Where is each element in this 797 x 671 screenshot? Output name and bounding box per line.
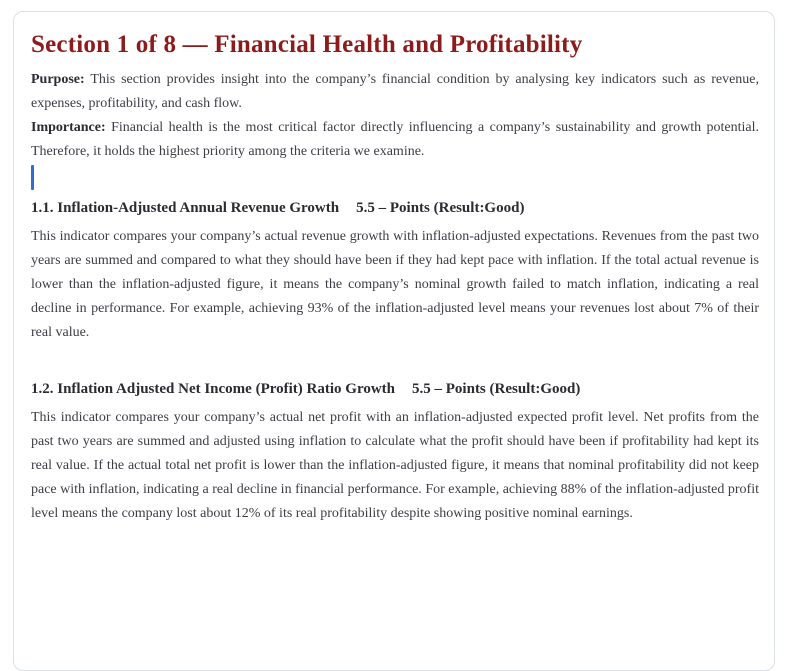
- purpose-text: This section provides insight into the company’s financial condition by analysing key indicators such as revenue, expenses, profitability, and cash flow.: [31, 72, 759, 111]
- indicator-1-1-score: 5.5 – Points (Result:Good): [356, 200, 525, 216]
- indicator-1-2-title: 1.2. Inflation Adjusted Net Income (Profit) Ratio Growth: [31, 381, 396, 397]
- section-title: Section 1 of 8 — Financial Health and Profitability: [31, 31, 583, 58]
- indicator-heading-1-1: [31, 196, 759, 220]
- indicator-body-1-2: This indicator compares your company’s actual net profit with an inflation-adjusted expected profit level. Net profits from the past two years are summed and adjusted using inflation to calculate what the profit should have been if profitability had kept its real value. If the actual total net profit is lower than the inflation-adjusted figure, it means that nominal profitability did not keep pace with inflation, indicating a real decline in financial performance. For example, achieving 88% of the inflation-adjusted profit level means the company lost about 12% of its real profitability despite showing positive nominal earnings.: [31, 410, 759, 521]
- purpose-paragraph: [31, 68, 759, 116]
- indicator-body-1-1: This indicator compares your company’s actual revenue growth with inflation-adjusted expectations. Revenues from the past two years are summed and compared to what they should have been if they had kept pace with inflation. If the total actual revenue is lower than the inflation-adjusted figure, it means the company’s nominal growth failed to match inflation, indicating a real decline in performance. For example, achieving 93% of the inflation-adjusted level means your revenues lost about 7% of their real value.: [31, 229, 759, 340]
- indicator-1-1-title: 1.1. Inflation-Adjusted Annual Revenue Growth: [31, 200, 340, 216]
- importance-label: Importance:: [31, 120, 106, 135]
- indicator-heading-1-2: [31, 377, 759, 401]
- empty-paragraph: [31, 345, 759, 369]
- importance-text: Financial health is the most critical factor directly influencing a company’s sustainability and growth potential. Therefore, it holds the highest priority among the criteria we examine.: [31, 120, 760, 159]
- indicator-1-2-score: 5.5 – Points (Result:Good): [412, 381, 581, 397]
- empty-paragraph-with-cursor: [31, 164, 759, 188]
- document-editor[interactable]: [13, 11, 775, 671]
- text-cursor: [31, 165, 34, 190]
- importance-paragraph: [31, 116, 759, 164]
- purpose-label: Purpose:: [31, 72, 85, 87]
